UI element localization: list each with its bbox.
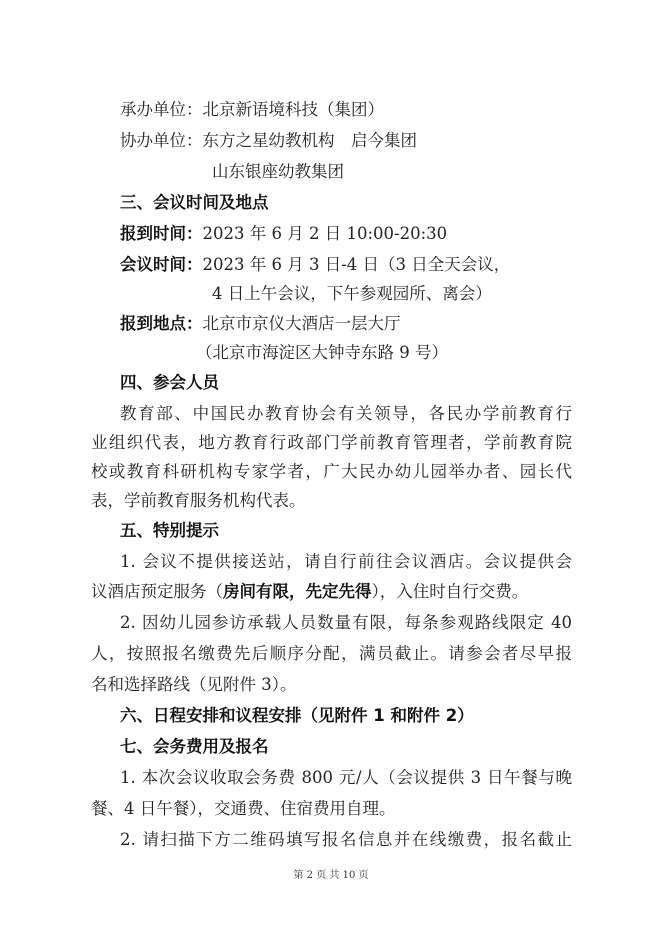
text-line (120, 254, 510, 276)
text-span: 人，按照报名缴费先后顺序分配，满员截止。请参会者尽早报 (91, 644, 572, 663)
text-line (120, 313, 401, 335)
heading-text: 六、日程安排和议程安排（见附件 1 和附件 2） (120, 706, 474, 725)
text-line (120, 99, 384, 121)
text-span: 承办单位：北京新语境科技（集团） (120, 100, 384, 119)
section-heading (120, 705, 474, 727)
page-footer: 第 2 页 共 10 页 (293, 870, 369, 881)
text-span: ），入住时自行交费。 (371, 582, 529, 601)
text-line (91, 490, 306, 512)
text-span: 教育部、中国民办教育协会有关领导，各民办学前教育行 (120, 404, 572, 423)
text-span: 餐、4 日午餐），交通费、住宿费用自理。 (91, 799, 396, 818)
heading-text: 五、特别提示 (120, 521, 219, 540)
text-line (91, 581, 528, 603)
section-heading (120, 520, 219, 542)
text-span: 议酒店预定服务（ (91, 582, 223, 601)
text-span: 山东银座幼教集团 (212, 162, 344, 181)
text-line (120, 551, 572, 573)
text-line (120, 612, 572, 634)
text-span: 2. 因幼儿园参访承载人员数量有限，每条参观路线限定 40 (120, 613, 572, 632)
text-span: 2023 年 6 月 2 日 10:00-20:30 (202, 224, 448, 243)
text-line (91, 432, 572, 454)
text-span: 业组织代表，地方教育行政部门学前教育管理者，学前教育院 (91, 433, 572, 452)
text-line (212, 161, 344, 183)
section-heading (120, 192, 269, 214)
text-line (120, 767, 572, 789)
text-span: （北京市海淀区大钟寺东路 9 号） (196, 343, 448, 362)
heading-text: 三、会议时间及地点 (120, 193, 269, 212)
text-line (120, 403, 572, 425)
text-line (196, 342, 448, 364)
text-span: 校或教育科研机构专家学者，广大民办幼儿园举办者、园长代 (91, 462, 572, 481)
text-span: 2. 请扫描下方二维码填写报名信息并在线缴费，报名截止 (120, 830, 572, 849)
text-span: 1. 会议不提供接送站，请自行前往会议酒店。会议提供会 (120, 552, 572, 571)
text-span: 北京市京仪大酒店一层大厅 (202, 314, 401, 333)
bold-label: 会议时间： (120, 255, 203, 274)
text-span: 4 日上午会议，下午参观园所、离会） (212, 284, 492, 303)
heading-text: 七、会务费用及报名 (120, 737, 269, 756)
text-line (91, 461, 572, 483)
bold-label: 房间有限，先定先得 (223, 582, 372, 601)
text-line (120, 829, 572, 851)
text-line (91, 674, 297, 696)
text-span: 名和选择路线（见附件 3）。 (91, 675, 297, 694)
bold-label: 报到时间： (120, 224, 203, 243)
section-heading (120, 736, 269, 758)
heading-text: 四、参会人员 (120, 373, 219, 392)
text-line (120, 223, 447, 245)
text-span: 表，学前教育服务机构代表。 (91, 491, 306, 510)
text-line (212, 283, 492, 305)
text-line (91, 798, 396, 820)
text-line (120, 130, 417, 152)
text-span: 协办单位：东方之星幼教机构 启今集团 (120, 131, 417, 150)
text-line (91, 643, 572, 665)
text-span: 2023 年 6 月 3 日-4 日（3 日全天会议， (202, 255, 511, 274)
text-span: 1. 本次会议收取会务费 800 元/人（会议提供 3 日午餐与晚 (120, 768, 572, 787)
bold-label: 报到地点： (120, 314, 203, 333)
section-heading (120, 372, 219, 394)
